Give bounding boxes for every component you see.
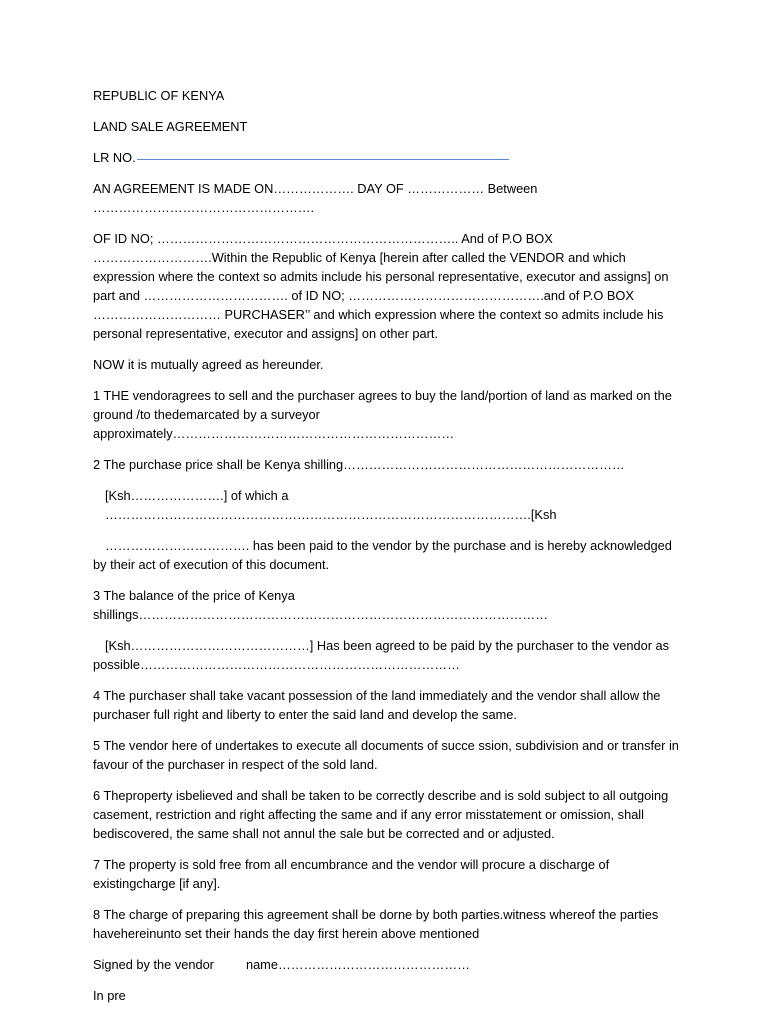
now-line: NOW it is mutually agreed as hereunder.	[93, 357, 324, 372]
lr-no-underline	[137, 159, 509, 160]
signature-line	[93, 955, 681, 974]
clause-2-ksh: [Ksh………………….] of which a ……………………………………………………………………………………….[Ksh	[105, 488, 557, 522]
clause-3: 3 The balance of the price of Kenya shillings……………………………………………………………………………………	[93, 588, 549, 622]
clause-3-ksh-text: [Ksh……………………………………] Has been agreed to be paid by the purchaser to the vendor as possible…………………………………………………………………	[93, 638, 670, 672]
clause-3-ksh	[93, 636, 681, 674]
heading-title: LAND SALE AGREEMENT	[93, 119, 248, 134]
clause-2: 2 The purchase price shall be Kenya shilling…………………………………………………………	[93, 457, 625, 472]
vendor-name-field: name………………………………………	[245, 957, 470, 972]
clause-4: 4 The purchaser shall take vacant possession of the land immediately and the vendor shall allow the purchaser full right and liberty to enter the said land and develop the same.	[93, 688, 661, 722]
clause-6: 6 Theproperty isbelieved and shall be taken to be correctly describe and is sold subject to all outgoing casement, restriction and right affecting the same and if any error misstatement or omission, shall bediscovered, the same shall not annul the sale but be corrected and or adjusted.	[93, 788, 669, 841]
lr-no-line	[93, 148, 681, 167]
clause-8: 8 The charge of preparing this agreement shall be dorne by both parties.witness whereof the parties havehereinunto set their hands the day first herein above mentioned	[93, 907, 659, 941]
parties-paragraph: OF ID NO; …………………………………………………………….. And of P.O BOX ……………………….Within the Republic of Kenya [herein after called the VENDOR and which expression where the context so admits include his personal representative, executor and assigns] on part and ……………………………. of ID NO; ……………………………………….and of P.O BOX ………………………… PURCHASER’’ and which expression where the context so admits include his personal representative, executor and assigns] on other part.	[93, 231, 669, 341]
agreement-line: AN AGREEMENT IS MADE ON………………. DAY OF ……………… Between …………………………………………….	[93, 181, 538, 215]
clause-2-paid	[93, 536, 681, 574]
in-presence-line: In pre	[93, 988, 126, 1003]
clause-2-paid-text: ……………………………. has been paid to the vendor by the purchase and is hereby acknowledged by their act of execution of this document.	[93, 538, 672, 572]
agreement-body	[93, 86, 681, 1017]
lr-no-label: LR NO.	[93, 150, 136, 165]
clause-1: 1 THE vendoragrees to sell and the purchaser agrees to buy the land/portion of land as marked on the ground /to thedemarcated by a surveyor approximately…………………………………………………………	[93, 388, 672, 441]
heading-republic: REPUBLIC OF KENYA	[93, 88, 225, 103]
clause-7: 7 The property is sold free from all encumbrance and the vendor will procure a discharge of existingcharge [if any].	[93, 857, 610, 891]
clause-5: 5 The vendor here of undertakes to execute all documents of succe ssion, subdivision and or transfer in favour of the purchaser in respect of the sold land.	[93, 738, 679, 772]
signed-by-vendor-label: Signed by the vendor	[93, 957, 214, 972]
